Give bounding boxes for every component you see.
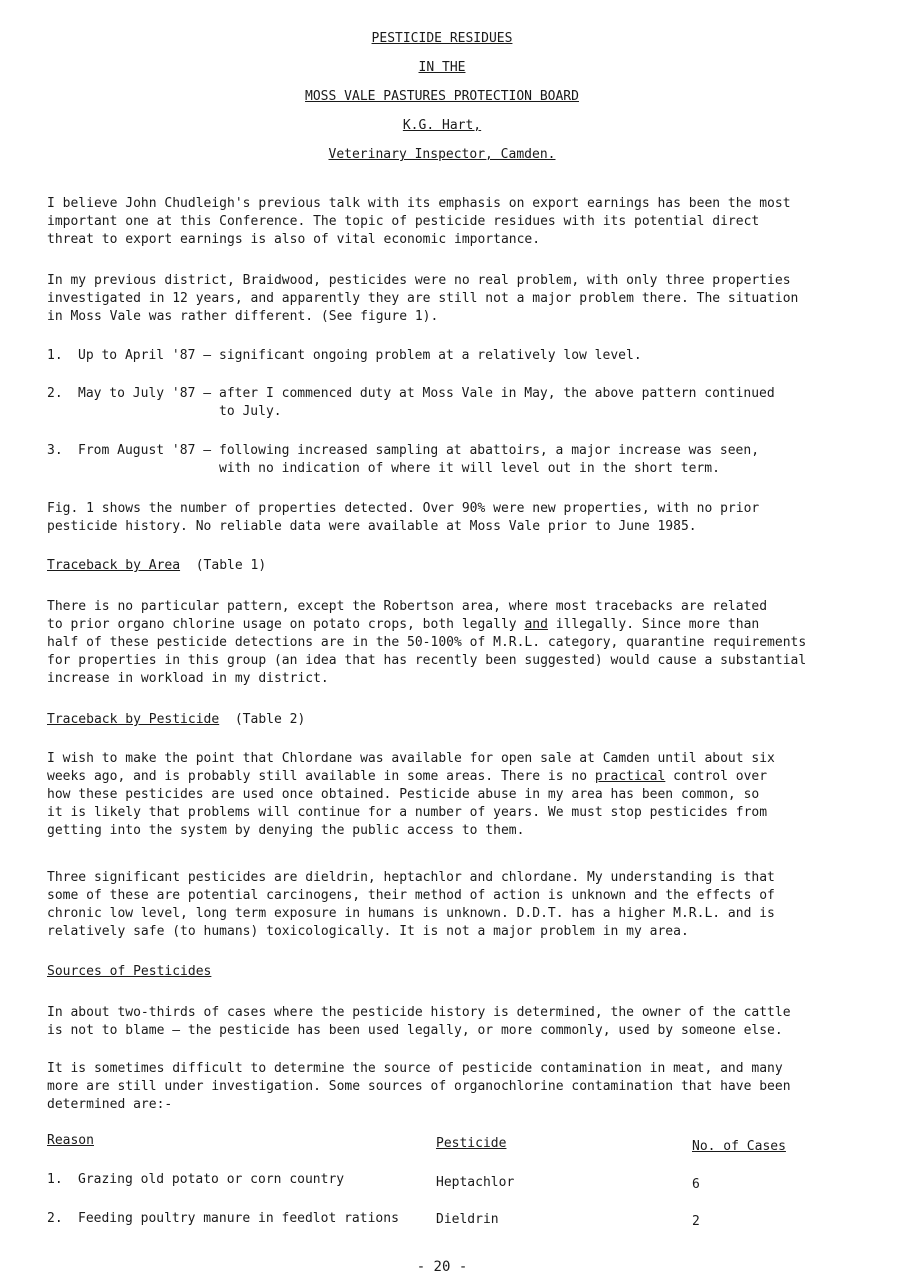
text-line: relatively safe (to humans) toxicologically. It is not a major problem in my area. [47, 924, 689, 939]
page-number: - 20 - [416, 1259, 468, 1275]
text-line: for properties in this group (an idea that has recently been suggested) would cause a substantial [47, 653, 807, 668]
list-number: 2. [47, 386, 63, 401]
column-header-cases: No. of Cases [692, 1139, 786, 1154]
text-line: Fig. 1 shows the number of properties detected. Over 90% were new properties, with no prior [47, 501, 760, 516]
text-fragment: illegally. Since more than [547, 617, 760, 632]
table-reference: (Table 1) [195, 558, 267, 573]
text-line: I believe John Chudleigh's previous talk with its emphasis on export earnings has been the most [47, 196, 791, 211]
text-line: increase in workload in my district. [47, 671, 329, 686]
list-number: 3. [47, 443, 63, 458]
text-line: getting into the system by denying the public access to them. [47, 823, 525, 838]
paragraph-figure-summary [47, 500, 837, 536]
text-fragment: weeks ago, and is probably still available in some areas. There is no [47, 769, 595, 784]
text-line: I wish to make the point that Chlordane was available for open sale at Camden until about six [47, 751, 775, 766]
text-line [47, 616, 837, 634]
list-lead: May to July '87 – [78, 386, 212, 401]
row-pesticide: Heptachlor [436, 1175, 515, 1190]
text-line: important one at this Conference. The topic of pesticide residues with its potential direct [47, 214, 760, 229]
underlined-word: and [524, 617, 548, 632]
section-heading-area [47, 557, 266, 575]
underlined-word: practical [594, 769, 666, 784]
row-pesticide: Dieldrin [436, 1212, 499, 1227]
text-line: some of these are potential carcinogens, their method of action is unknown and the effects of [47, 888, 775, 903]
text-line: chronic low level, long term exposure in humans is unknown. D.D.T. has a higher M.R.L. and is [47, 906, 775, 921]
section-heading-pesticide [47, 711, 305, 729]
paragraph-traceback-area [47, 598, 837, 688]
text-line: how these pesticides are used once obtained. Pesticide abuse in my area has been common, so [47, 787, 760, 802]
text-line: it is likely that problems will continue for a number of years. We must stop pesticides from [47, 805, 768, 820]
text-line: half of these pesticide detections are in the 50-100% of M.R.L. category, quarantine requirements [47, 635, 807, 650]
text-line: It is sometimes difficult to determine the source of pesticide contamination in meat, and many [47, 1061, 783, 1076]
text-line: There is no particular pattern, except the Robertson area, where most tracebacks are related [47, 599, 768, 614]
title-line-2: IN THE [418, 60, 466, 75]
heading-text: Traceback by Area [47, 558, 181, 573]
text-line: is not to blame – the pesticide has been used legally, or more commonly, used by someone else. [47, 1023, 783, 1038]
paragraph-previous-district [47, 272, 837, 326]
text-line: investigated in 12 years, and apparently they are still not a major problem there. The situation [47, 291, 799, 306]
column-header-reason: Reason [47, 1133, 94, 1148]
row-number: 1. [47, 1172, 63, 1187]
text-line: Three significant pesticides are dieldrin, heptachlor and chlordane. My understanding is that [47, 870, 775, 885]
column-header-pesticide: Pesticide [436, 1136, 507, 1151]
row-cases: 6 [692, 1177, 700, 1192]
author-role: Veterinary Inspector, Camden. [328, 147, 556, 162]
title-line-3: MOSS VALE PASTURES PROTECTION BOARD [305, 89, 579, 104]
list-text: with no indication of where it will level out in the short term. [219, 461, 720, 476]
text-line: threat to export earnings is also of vital economic importance. [47, 232, 541, 247]
list-lead: Up to April '87 – [78, 348, 212, 363]
row-cases: 2 [692, 1214, 700, 1229]
list-text: significant ongoing problem at a relatively low level. [219, 348, 642, 363]
author-name: K.G. Hart, [402, 118, 482, 133]
text-line: more are still under investigation. Some sources of organochlorine contamination that have been [47, 1079, 791, 1094]
section-heading-sources: Sources of Pesticides [47, 964, 212, 979]
list-text: following increased sampling at abattoirs, a major increase was seen, [219, 443, 760, 458]
paragraph-chlordane [47, 750, 837, 840]
text-line: in Moss Vale was rather different. (See figure 1). [47, 309, 439, 324]
list-lead: From August '87 – [78, 443, 212, 458]
list-text: after I commenced duty at Moss Vale in May, the above pattern continued [219, 386, 775, 401]
paragraph-significant-pesticides [47, 869, 837, 941]
text-line: determined are:- [47, 1097, 173, 1112]
row-reason: Feeding poultry manure in feedlot rations [78, 1211, 399, 1226]
title-line-1: PESTICIDE RESIDUES [371, 31, 513, 46]
row-number: 2. [47, 1211, 63, 1226]
row-reason: Grazing old potato or corn country [78, 1172, 345, 1187]
text-line: In my previous district, Braidwood, pesticides were no real problem, with only three properties [47, 273, 791, 288]
text-fragment: to prior organo chlorine usage on potato crops, both legally [47, 617, 525, 632]
list-number: 1. [47, 348, 63, 363]
paragraph-sources-determined [47, 1060, 837, 1114]
text-fragment: control over [665, 769, 768, 784]
text-line: pesticide history. No reliable data were available at Moss Vale prior to June 1985. [47, 519, 697, 534]
paragraph-intro [47, 195, 837, 249]
paragraph-sources-blame [47, 1004, 837, 1040]
text-line: In about two-thirds of cases where the pesticide history is determined, the owner of the cattle [47, 1005, 791, 1020]
table-reference: (Table 2) [234, 712, 306, 727]
list-text: to July. [219, 404, 282, 419]
heading-text: Traceback by Pesticide [47, 712, 220, 727]
text-line [47, 768, 837, 786]
